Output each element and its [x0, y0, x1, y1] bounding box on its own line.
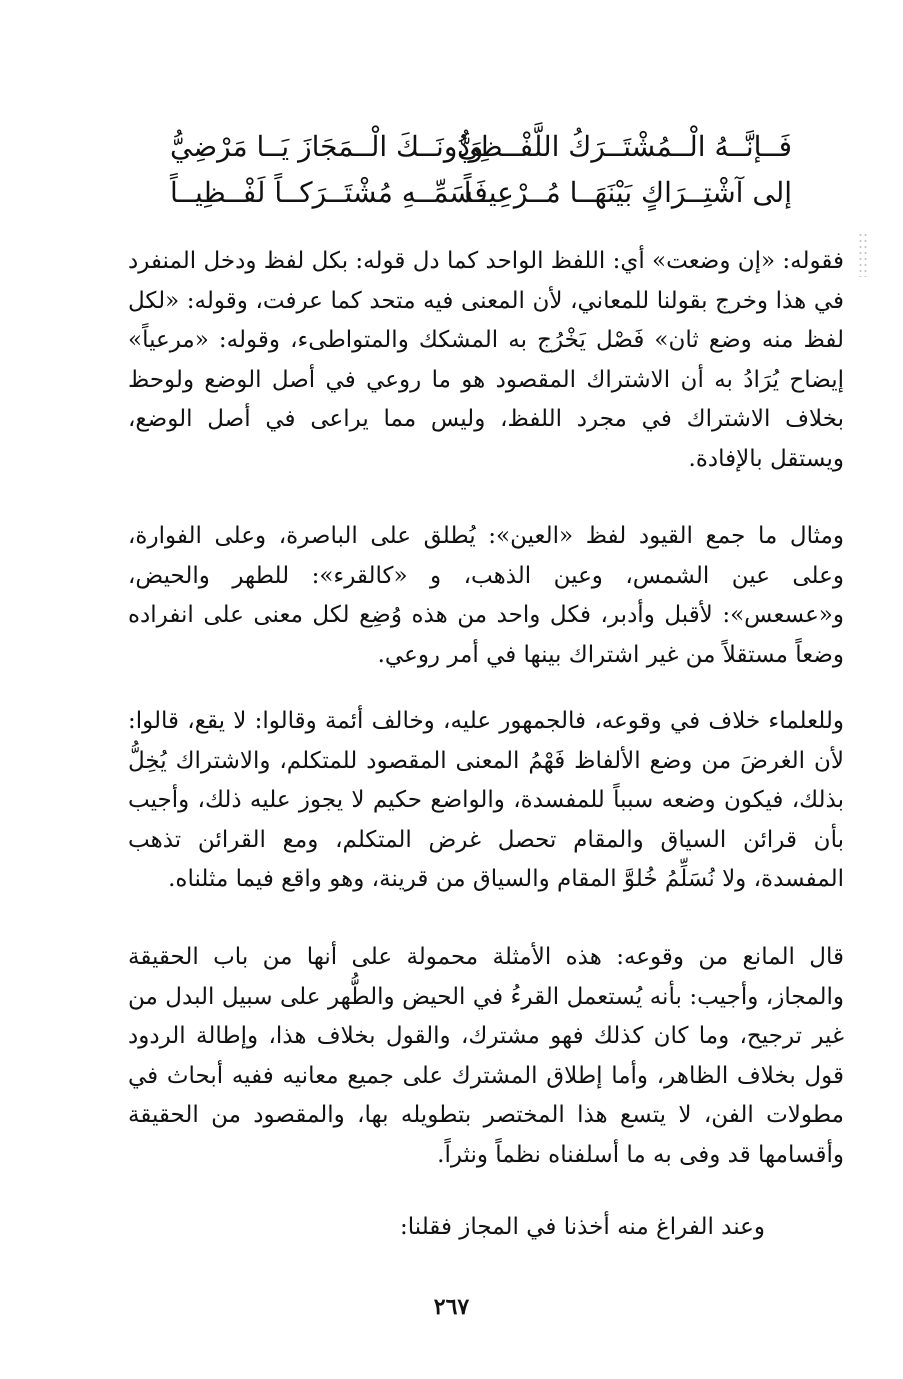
paragraph-example-ayn: ومثال ما جمع القيود لفظ «العين»: يُطلق على الباصرة، وعلى الفوارة، وعلى عين الشمس، وعين الذهب، و «كالقرء»: للطهر والحيض، و«عسعس»: لأقبل وأدبر، فكل واحد من هذه وُضِع لكل معنى على انفراده وضعاً مستقلاً من غير اشتراك بينها في أمر روعي.	[128, 523, 844, 668]
scan-artifact	[858, 232, 868, 277]
paragraph-scholars-dispute: وللعلماء خلاف في وقوعه، فالجمهور عليه، وخالف أئمة وقالوا: لا يقع، قالوا: لأن الغرضَ من وضع الألفاظ فَهْمُ المعنى المقصود للمتكلم، والاشتراك يُخِلُّ بذلك، فيكون وضعه سبباً للمفسدة، والواضع حكيم لا يجوز عليه ذلك، وأجيب بأن قرائن السياق والمقام تحصل غرض المتكلم، ومع القرائن تذهب المفسدة، ولا نُسَلِّمُ خُلوَّ المقام والسياق من قرينة، وهو واقع فيما مثلناه.	[128, 708, 844, 892]
verse-1-second-hemistich: وَدُونَــكَ الْــمَجَازَ يَــا مَرْضِيُّ	[170, 130, 484, 163]
verse-2-first-hemistich: إلى آشْتِــرَاكٍ بَيْنَهَــا مُــرْعِيــاً	[463, 176, 792, 209]
verse-2-second-hemistich: فَسَمِّــهِ مُشْتَــرَكــاً لَفْــظِيــاً	[170, 176, 488, 209]
verse-line-2	[170, 172, 792, 214]
paragraph-commentary-definition: فقوله: «إن وضعت» أي: اللفظ الواحد كما دل قوله: بكل لفظ ودخل المنفرد في هذا وخرج بقولنا للمعاني، لأن المعنى فيه متحد كما عرفت، وقوله: «لكل لفظ منه وضع ثان» فَصْل يَخْرُج به المشكك والمتواطىء، وقوله: «مرعياً» إيضاح يُرَادُ به أن الاشتراك المقصود هو ما روعي في أصل الوضع ولوحظ بخلاف الاشتراك في مجرد اللفظ، وليس مما يراعى في أصل الوضع، ويستقل بالإفادة.	[127, 248, 844, 472]
paragraph-objector-reply: قال المانع من وقوعه: هذه الأمثلة محمولة على أنها من باب الحقيقة والمجاز، وأجيب: بأنه يُستعمل القرءُ في الحيض والطُّهر على سبيل البدل من غير ترجيح، وما كان كذلك فهو مشترك، والقول بخلاف هذا، وإطالة الردود قول بخلاف الظاهر، وأما إطلاق المشترك على جميع معانيه ففيه أبحاث في مطولات الفن، لا يتسع هذا المختصر بتطويله بها، والمقصود من الحقيقة وأقسامها قد وفى به ما أسلفناه نظماً ونثراً.	[128, 944, 844, 1168]
verse-line-1	[170, 126, 792, 168]
paragraph-transition-to-majaz: وعند الفراغ منه أخذنا في المجاز فقلنا:	[400, 1214, 765, 1240]
page-number: ٢٦٧	[433, 1294, 470, 1320]
verse-1-first-hemistich: فَــإنَّــهُ الْــمُشْتَــرَكُ اللَّفْــظِيُّ	[456, 130, 792, 163]
